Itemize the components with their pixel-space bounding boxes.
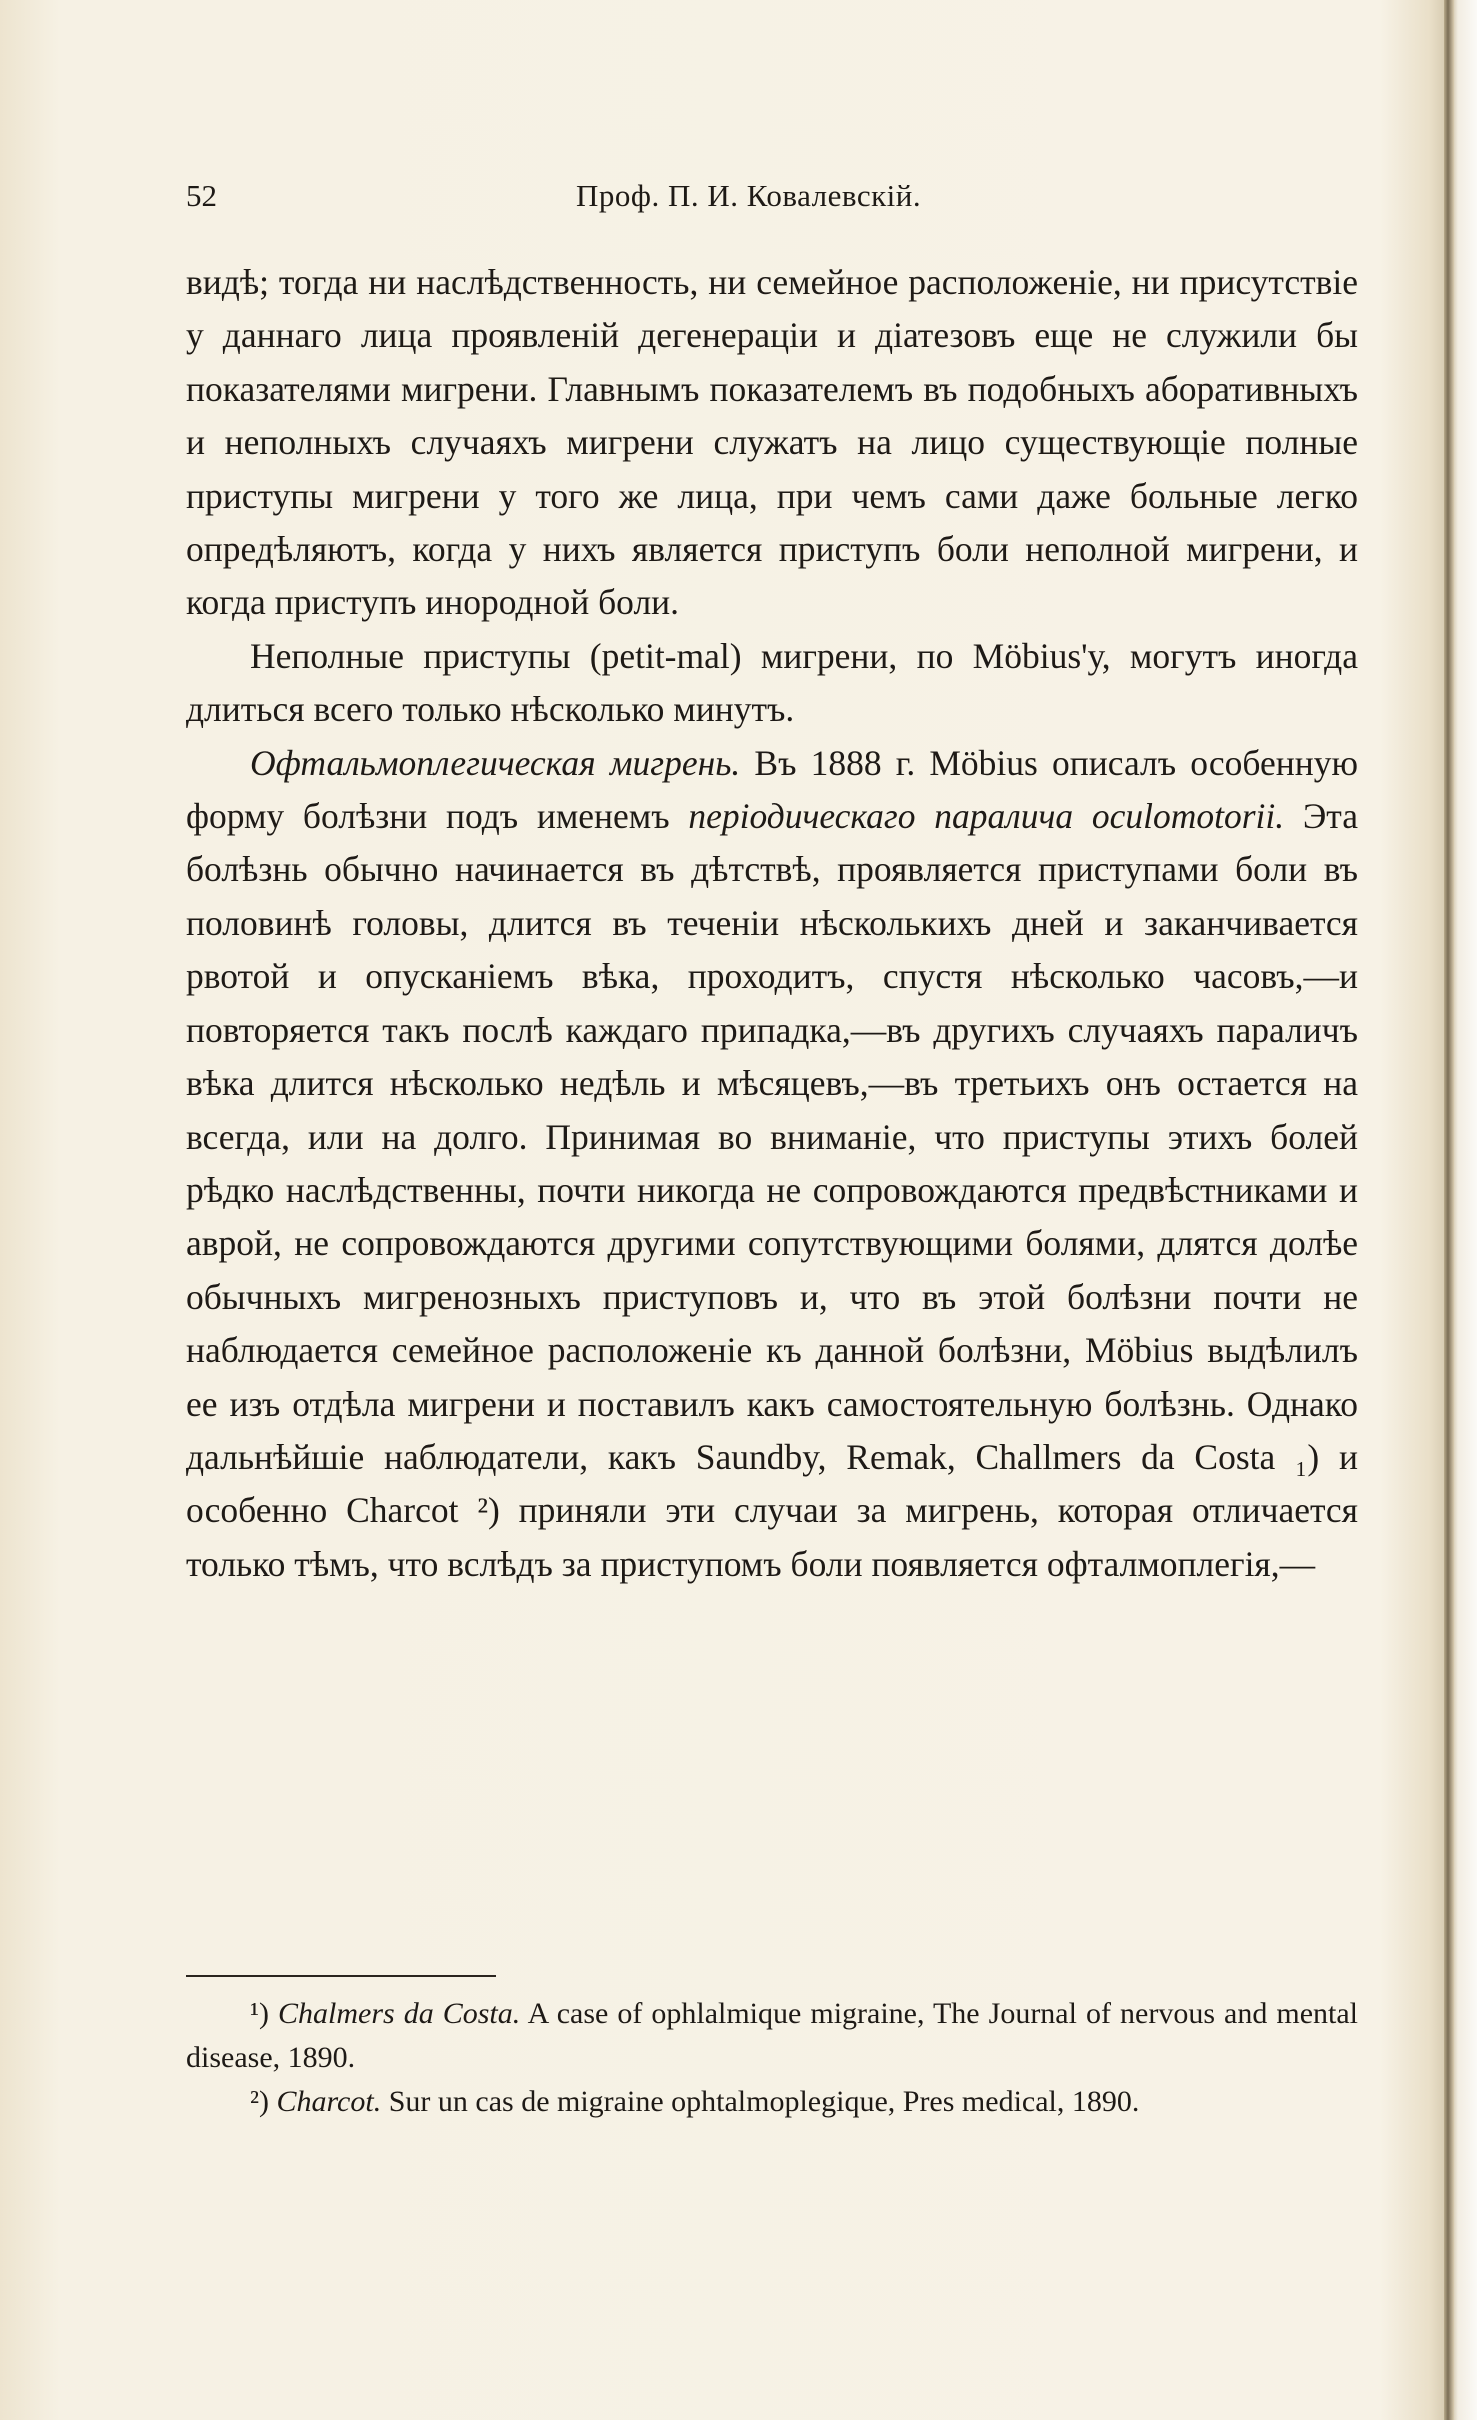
paragraph-3: [186, 737, 1358, 1592]
paragraph-3-text-1: Въ 1888 г. Möbius описалъ особенную форму болѣзни подъ именемъ: [186, 742, 1359, 837]
footnote-1-marker: ¹): [250, 1997, 269, 2030]
footnote-1-author: Chalmers da Costa.: [278, 1997, 521, 2030]
paragraph-3-text-2: Эта болѣзнь обычно начинается въ дѣтствѣ, проявляется приступами боли въ половинѣ головы, длится въ теченіи нѣсколькихъ дней и заканчивается рвотой и опусканіемъ вѣка, проходитъ, спустя нѣсколько часовъ,—и повторяется такъ послѣ каждаго припадка,—въ другихъ случаяхъ параличъ вѣка длится нѣсколько недѣль и мѣсяцевъ,—въ третьихъ онъ остается на всегда, или на долго. Принимая во вниманіе, что приступы этихъ болей рѣдко наслѣдственны, почти никогда не сопровождаются предвѣстниками и аврой, не сопровождаются другими сопутствующими болями, длятся долѣе обычныхъ мигренозныхъ приступовъ и, что въ этой болѣзни почти не наблюдается семейное расположеніе къ данной болѣзни, Möbius выдѣлилъ ее изъ отдѣла мигрени и поставилъ какъ самостоятельную болѣзнь. Однако дальнѣйшіе наблюдатели, какъ Saundby, Remak, Challmers da Costa ₁) и особенно Charcot ²) приняли эти случаи за мигрень, которая отличается только тѣмъ, что вслѣдъ за приступомъ боли появляется офталмоплегія,—: [186, 796, 1358, 1584]
footnote-2-text: Sur un cas de migraine ophtalmoplegique, Pres medical, 1890.: [381, 2085, 1140, 2118]
footnote-2-author: Charcot.: [276, 2085, 382, 2118]
footnotes: [186, 1992, 1358, 2124]
section-heading-italic: Офтальмоплегическая мигрень.: [250, 742, 741, 783]
disease-name-italic: періодическаго паралича oculomotorii.: [688, 796, 1285, 837]
running-head: [186, 178, 1366, 222]
footnote-divider: [186, 1975, 496, 1977]
page-edge-shadow: [1444, 0, 1454, 2420]
footnote-1: [186, 1992, 1358, 2080]
main-text: [186, 256, 1358, 1591]
header-title: Проф. П. И. Ковалевскій.: [576, 178, 922, 213]
paragraph-1: видѣ; тогда ни наслѣдственность, ни семейное расположеніе, ни присутствіе у даннаго лица проявленій дегенераціи и діатезовъ еще не служили бы показателями мигрени. Главнымъ показателемъ въ подобныхъ аборативныхъ и неполныхъ случаяхъ мигрени служатъ на лицо существующіе полные приступы мигрени у того же лица, при чемъ сами даже больные легко опредѣляютъ, когда у нихъ является приступъ боли неполной мигрени, и когда приступъ инородной боли.: [186, 262, 1358, 623]
footnote-2-marker: ²): [250, 2085, 269, 2118]
footnote-1-text: A case of ophlalmique migraine, The Journal of nervous and mental disease, 1890.: [186, 1997, 1358, 2074]
paragraph-2: Неполные приступы (petit-mal) мигрени, по Möbius'у, могутъ иногда длиться всего только нѣсколько минутъ.: [186, 635, 1358, 730]
footnote-2: [186, 2080, 1358, 2124]
page-number: 52: [186, 178, 217, 213]
